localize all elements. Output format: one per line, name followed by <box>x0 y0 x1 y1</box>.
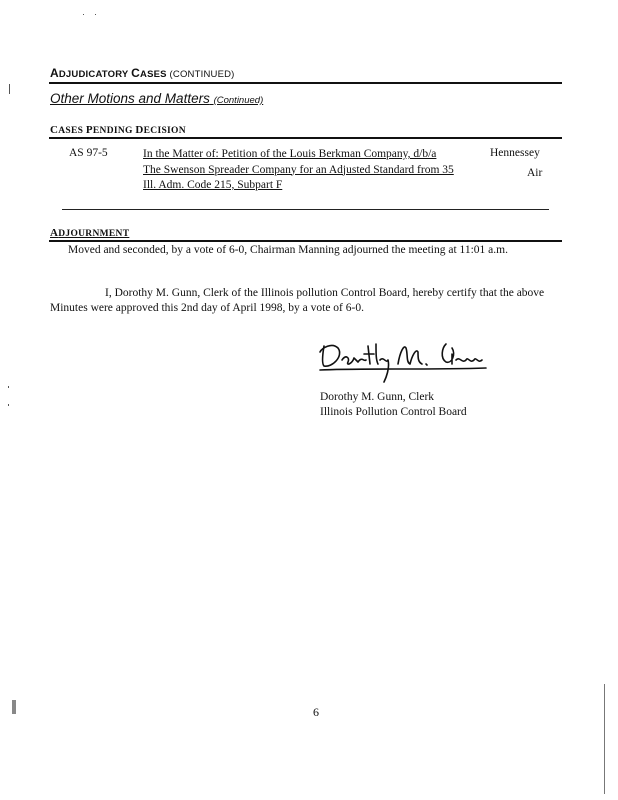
section-title: ADJUDICATORY CASES (CONTINUED) <box>50 66 235 80</box>
adjournment-heading: ADJOURNMENT <box>50 227 130 239</box>
scan-speck <box>95 14 96 15</box>
case-separator <box>62 209 549 210</box>
subsection-title: Other Motions and Matters (Continued) <box>50 91 264 106</box>
scan-edge-line <box>604 684 605 794</box>
page-number: 6 <box>313 705 319 719</box>
scan-speck <box>9 84 10 94</box>
signatory-organization: Illinois Pollution Control Board <box>320 406 467 418</box>
signatory-name: Dorothy M. Gunn, Clerk <box>320 391 435 403</box>
signature-block <box>320 390 467 420</box>
signature-image <box>318 334 493 391</box>
certification-paragraph: I, Dorothy M. Gunn, Clerk of the Illinois pollution Control Board, hereby certify that the above Minutes were approved this 2nd day of April 1998, by a vote of 6-0. <box>50 287 545 314</box>
cases-pending-heading: CASES PENDING DECISION <box>50 124 186 136</box>
cases-pending-rule <box>49 137 562 139</box>
scan-speck <box>12 700 16 714</box>
scan-speck <box>8 386 9 388</box>
case-board-member: Hennessey <box>490 147 540 159</box>
case-type: Air <box>527 167 543 179</box>
case-number: AS 97-5 <box>69 147 108 159</box>
adjournment-text: Moved and seconded, by a vote of 6-0, Chairman Manning adjourned the meeting at 11:01 a.m. <box>68 244 508 256</box>
scan-speck <box>8 404 9 406</box>
scan-speck <box>83 14 84 15</box>
adjournment-rule <box>49 240 562 242</box>
case-title: In the Matter of: Petition of the Louis Berkman Company, d/b/a The Swenson Spreader Company for an Adjusted Standard from 35 Ill. Adm. Code 215, Subpart F <box>143 148 454 191</box>
section-rule <box>49 82 562 84</box>
